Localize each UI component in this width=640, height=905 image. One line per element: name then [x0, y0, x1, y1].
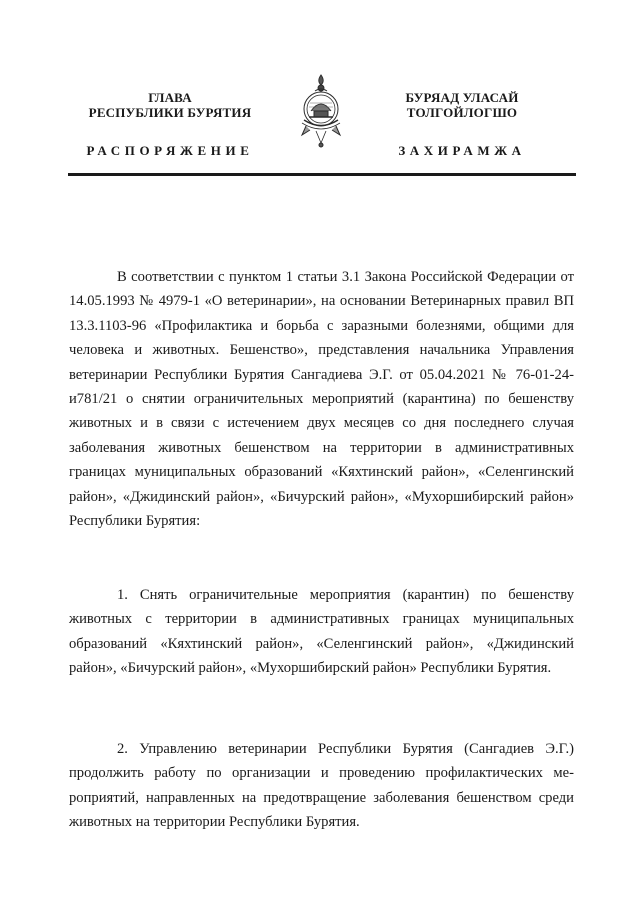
header-left-block: [70, 90, 270, 158]
header-right-title: БУРЯАД УЛАСАЙ: [405, 90, 519, 105]
header-right-doc-type: ЗАХИРАМЖА: [398, 143, 526, 158]
preamble-paragraph: В соответствии с пунктом 1 статьи 3.1 Закона Российской Федерации от 14.05.1993 № 4979-1 «О ветеринарии», на основании Ветеринарных правил ВП 13.3.1103-96 «Профилактика и борьба с заразными болезнями, общими для человека и животных. Бешенство», представления начальника Управления ветеринарии Республики Бурятия Сангадиева Э.Г. от 05.04.2021 № 76-01-24-и781/21 о снятии ограничительных мероприятий (карантина) по бешенству животных и в связи с истечением двух месяцев со дня последнего случая заболевания животных бешенством на территории в административных границах муниципальных образований «Кяхтинский район», «Селенгинский район», «Джидинский район», «Бичурский район», «Мухоршибирский район» Республики Бурятия:: [69, 269, 574, 530]
order-item-1: 1. Снять ограничительные мероприятия (карантин) по бешенству животных с территории в административных границах муниципальных образований «Кяхтинский район», «Селенгинский район», «Джидинский район», «Бичурский район», «Мухоршибирский район» Республики Бурятия.: [69, 587, 574, 677]
header-left-doc-type: РАСПОРЯЖЕНИЕ: [86, 143, 254, 158]
header-left-subtitle: РЕСПУБЛИКИ БУРЯТИЯ: [88, 105, 252, 120]
header-right-subtitle: ТОЛГОЙЛОГШО: [406, 105, 518, 120]
order-item-2: 2. Управлению ветеринарии Республики Бурятия (Сангадиев Э.Г.) продолжить работу по организации и проведению профилактических мероприятий, направленных на предотвращение заболевания бешенством среди животных на территории Республики Бурятия.: [69, 741, 574, 831]
header-left-title: ГЛАВА: [148, 90, 192, 105]
buryatia-coat-of-arms-icon: [296, 73, 346, 151]
header-divider: [68, 173, 576, 176]
header-right-block: [372, 90, 552, 158]
